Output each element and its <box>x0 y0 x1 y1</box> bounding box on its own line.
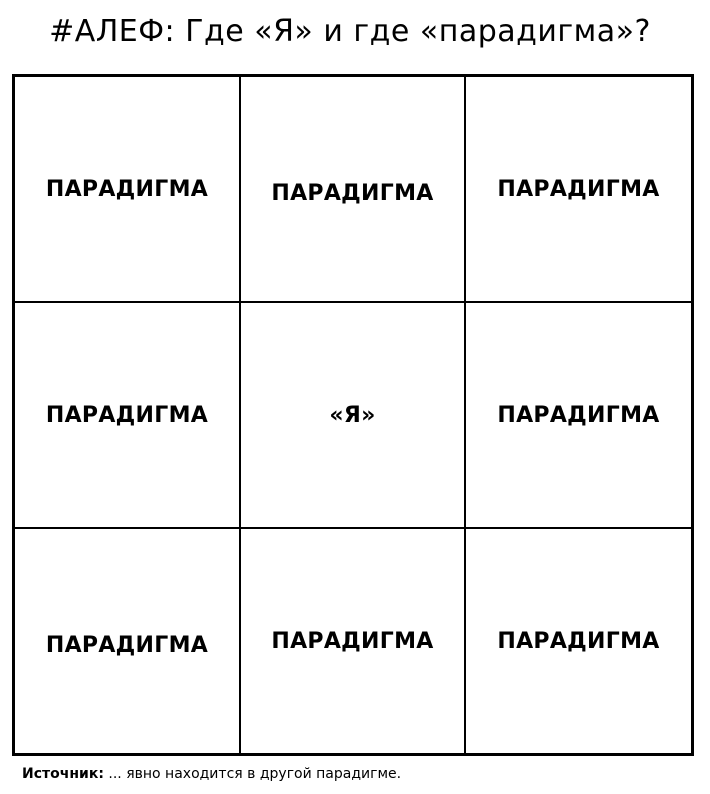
grid-cell-top-left <box>15 77 241 303</box>
grid-cell-label: ПАРАДИГМА <box>45 176 209 202</box>
grid-cell-middle-right <box>466 303 691 529</box>
grid-cell-top-center <box>241 77 466 303</box>
grid-cell-label: ПАРАДИГМА <box>271 628 434 654</box>
paradigm-grid <box>12 74 694 756</box>
grid-cell-bottom-right <box>466 529 691 753</box>
grid-cell-label: ПАРАДИГМА <box>497 628 660 654</box>
source-note <box>22 764 401 784</box>
grid-cell-label-self: «Я» <box>329 402 376 428</box>
grid-cell-label: ПАРАДИГМА <box>497 176 660 202</box>
page-title: #АЛЕФ: Где «Я» и где «парадигма»? <box>49 14 651 49</box>
grid-cell-label: ПАРАДИГМА <box>45 632 209 658</box>
source-text: ... явно находится в другой парадигме. <box>108 766 402 782</box>
grid-cell-label: ПАРАДИГМА <box>45 402 209 428</box>
grid-cell-center-self <box>241 303 466 529</box>
grid-cell-bottom-center <box>241 529 466 753</box>
grid-cell-label: ПАРАДИГМА <box>497 402 660 428</box>
grid-cell-bottom-left <box>15 529 241 753</box>
grid-cell-label: ПАРАДИГМА <box>271 180 434 206</box>
grid-cell-middle-left <box>15 303 241 529</box>
grid-cell-top-right <box>466 77 691 303</box>
source-label: Источник: <box>22 766 104 782</box>
